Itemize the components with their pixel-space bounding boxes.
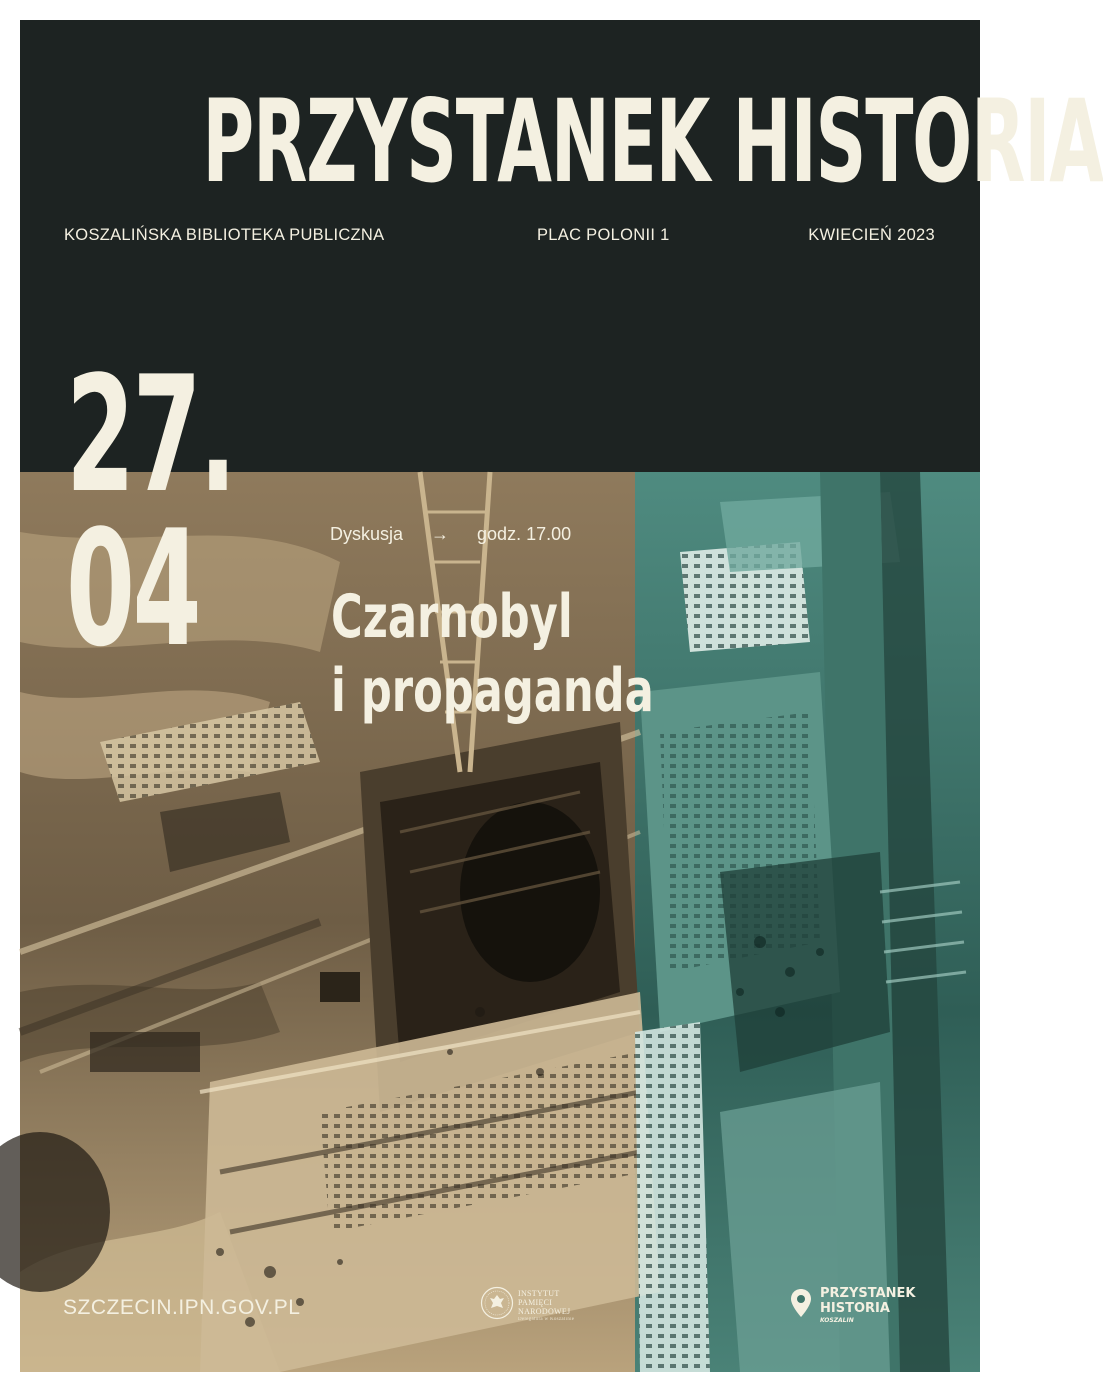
event-title-line2: i propaganda xyxy=(331,656,654,726)
event-title xyxy=(331,580,654,728)
poster-title: PRZYSTANEK HISTORIA xyxy=(202,75,1103,208)
location-pin-icon xyxy=(790,1288,812,1318)
poster xyxy=(20,20,1103,1372)
venue-address: PLAC POLONII 1 xyxy=(537,226,670,244)
arrow-right-icon: → xyxy=(431,524,450,544)
event-month-number: 04 xyxy=(66,495,200,682)
venue-name: KOSZALIŃSKA BIBLIOTEKA PUBLICZNA xyxy=(64,226,385,244)
event-day: 27. xyxy=(66,341,235,528)
ipn-eagle-seal-icon xyxy=(480,1286,514,1320)
event-title-line1: Czarnobyl xyxy=(331,582,573,652)
event-time: godz. 17.00 xyxy=(477,524,572,544)
ipn-name: INSTYTUT PAMIĘCI NARODOWEJ Delegatura w Koszalinie xyxy=(518,1289,575,1322)
event-type: Dyskusja xyxy=(330,524,404,544)
event-info xyxy=(330,524,571,545)
event-month: KWIECIEŃ 2023 xyxy=(808,226,935,244)
ph-logo-text: PRZYSTANEK HISTORIA KOSZALIN xyxy=(820,1286,916,1324)
website-url[interactable]: SZCZECIN.IPN.GOV.PL xyxy=(63,1296,301,1319)
